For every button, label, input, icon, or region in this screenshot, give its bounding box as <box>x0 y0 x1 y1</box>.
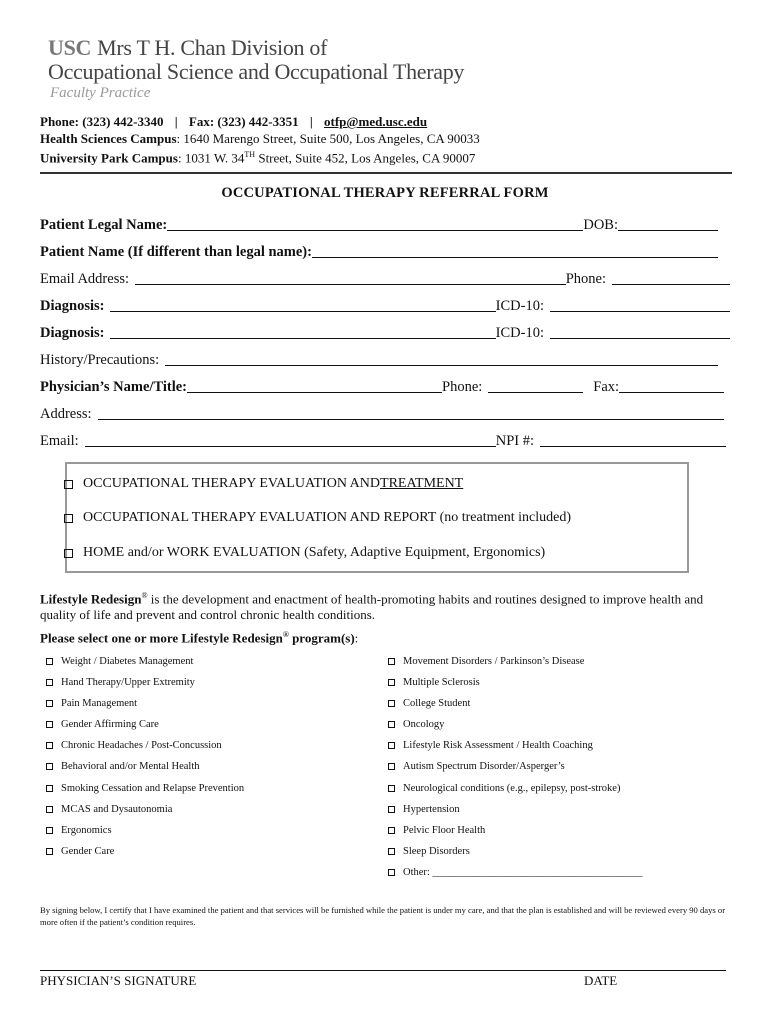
evaluation-option-1[interactable] <box>64 476 463 492</box>
program-label: Hand Therapy/Upper Extremity <box>61 676 195 688</box>
evaluation-label: OCCUPATIONAL THERAPY EVALUATION AND <box>83 476 381 491</box>
row-physician <box>40 376 730 396</box>
icd10-label: ICD-10: <box>495 298 544 314</box>
hsc-address-line <box>40 130 480 147</box>
lifestyle-redesign-term: Lifestyle Redesign <box>40 591 142 607</box>
checkbox[interactable] <box>388 827 395 834</box>
row-history <box>40 349 730 369</box>
checkbox[interactable] <box>64 514 73 523</box>
diagnosis-field[interactable] <box>110 323 495 339</box>
program-label: Sleep Disorders <box>403 846 470 858</box>
upc-address-part: Street, Suite 452, Los Angeles, CA 90007 <box>255 150 476 166</box>
program-option[interactable] <box>388 739 642 753</box>
evaluation-label: OCCUPATIONAL THERAPY EVALUATION AND REPORT (no treatment included) <box>83 510 571 525</box>
checkbox[interactable] <box>388 806 395 813</box>
phone-text: Phone: (323) 442-3340 <box>40 114 164 129</box>
checkbox[interactable] <box>46 658 53 665</box>
select-heading-colon: : <box>354 630 359 646</box>
icd10-label: ICD-10: <box>495 325 544 341</box>
program-label: Oncology <box>403 719 445 731</box>
checkbox[interactable] <box>64 480 73 489</box>
program-option[interactable] <box>46 654 244 668</box>
program-option[interactable] <box>388 866 642 880</box>
certification-text: By signing below, I certify that I have examined the patient and that services will be furnished while the patient is under my care, and that the plan is established and will be reviewed every 90 days or more often if the patient’s condition requires. <box>40 905 726 927</box>
checkbox[interactable] <box>46 848 53 855</box>
program-label: Pain Management <box>61 697 138 709</box>
diagnosis-field[interactable] <box>110 296 495 312</box>
logo-usc: USC <box>48 35 92 60</box>
signature-line[interactable] <box>40 970 356 971</box>
row-diagnosis-1 <box>40 295 730 315</box>
lifestyle-description <box>40 588 730 623</box>
checkbox[interactable] <box>46 700 53 707</box>
program-option[interactable] <box>388 781 642 795</box>
checkbox[interactable] <box>46 679 53 686</box>
npi-label: NPI #: <box>495 433 534 449</box>
program-label: College Student <box>403 697 471 709</box>
checkbox[interactable] <box>46 742 53 749</box>
form-title: OCCUPATIONAL THERAPY REFERRAL FORM <box>221 185 549 201</box>
history-label: History/Precautions: <box>40 352 160 368</box>
registered-mark: ® <box>282 630 289 639</box>
separator: | <box>174 114 178 129</box>
program-label: Ergonomics <box>61 825 112 836</box>
program-option[interactable] <box>388 718 642 732</box>
logo-line-1 <box>48 36 327 60</box>
program-label: Weight / Diabetes Management <box>61 655 194 667</box>
patient-phone-field[interactable] <box>612 269 730 285</box>
evaluation-option-3[interactable] <box>64 545 545 561</box>
program-label: Autism Spectrum Disorder/Asperger’s <box>403 761 565 773</box>
physician-email-field[interactable] <box>85 431 496 447</box>
lifestyle-text: is the development and enactment of health-promoting habits and routines designed to improve health and quality of life and prevent and control chronic health conditions. <box>40 591 704 623</box>
program-option[interactable] <box>46 802 244 816</box>
patient-name-alt-label: Patient Name (If different than legal name): <box>40 244 312 260</box>
address-field[interactable] <box>98 404 724 420</box>
row-diagnosis-2 <box>40 322 730 342</box>
row-patient-name-alt <box>40 241 730 261</box>
program-label: Gender Care <box>61 846 115 858</box>
program-option[interactable] <box>388 802 642 816</box>
separator: | <box>309 114 313 129</box>
physician-signature-label: PHYSICIAN’S SIGNATURE <box>40 973 197 988</box>
program-label: Smoking Cessation and Relapse Prevention <box>61 782 245 794</box>
program-label: Hypertension <box>403 803 460 815</box>
header-divider <box>40 172 732 174</box>
program-option[interactable] <box>46 696 244 710</box>
program-option[interactable] <box>46 760 244 774</box>
programs-right-column <box>388 654 642 887</box>
upc-address-line <box>40 146 475 166</box>
program-label: Pelvic Floor Health <box>403 825 486 836</box>
checkbox[interactable] <box>388 763 395 770</box>
program-label: MCAS and Dysautonomia <box>61 803 173 815</box>
upc-address-sup: TH <box>244 150 256 159</box>
patient-legal-name-label: Patient Legal Name: <box>40 217 168 233</box>
logo-line-2: Occupational Science and Occupational Therapy <box>48 59 465 84</box>
program-option[interactable] <box>46 675 244 689</box>
physician-email-label: Email: <box>40 433 79 449</box>
program-label: Gender Affirming Care <box>61 719 159 731</box>
diagnosis-label: Diagnosis: <box>40 298 105 314</box>
history-field[interactable] <box>165 350 718 366</box>
upc-label: University Park Campus <box>40 150 178 166</box>
address-label: Address: <box>40 406 92 422</box>
row-patient-legal-name <box>40 214 730 234</box>
program-option[interactable] <box>388 696 642 710</box>
program-select-heading <box>40 630 358 646</box>
contact-line <box>40 113 427 130</box>
email-address-label: Email Address: <box>40 271 130 287</box>
evaluation-label-underlined: TREATMENT <box>380 476 464 491</box>
program-label: Movement Disorders / Parkinson’s Disease <box>403 655 585 667</box>
program-option[interactable] <box>388 654 642 668</box>
program-option[interactable] <box>388 760 642 774</box>
date-label: DATE <box>584 973 618 988</box>
physician-fax-field[interactable] <box>619 377 724 393</box>
dob-field[interactable] <box>618 215 718 231</box>
patient-phone-label: Phone: <box>565 271 606 287</box>
upc-address-part: : 1031 W. 34 <box>177 150 245 166</box>
registered-mark: ® <box>141 591 148 600</box>
email-link[interactable]: otfp@med.usc.edu <box>324 114 428 129</box>
row-address <box>40 403 730 423</box>
program-option[interactable] <box>46 845 244 859</box>
checkbox[interactable] <box>46 806 53 813</box>
checkbox[interactable] <box>388 721 395 728</box>
email-address-field[interactable] <box>135 269 566 285</box>
row-physician-email <box>40 430 730 450</box>
physician-name-field[interactable] <box>187 377 442 393</box>
program-option[interactable] <box>46 739 244 753</box>
physician-fax-label: Fax: <box>593 379 620 395</box>
hsc-label: Health Sciences Campus <box>40 131 177 146</box>
icd10-field[interactable] <box>550 323 730 339</box>
checkbox[interactable] <box>64 549 73 558</box>
logo-division-name: Mrs T H. Chan Division of <box>97 35 328 60</box>
date-line[interactable] <box>356 970 726 971</box>
program-option[interactable] <box>388 845 642 859</box>
physician-name-label: Physician’s Name/Title: <box>40 379 188 395</box>
program-label: Multiple Sclerosis <box>403 676 480 688</box>
program-label: Lifestyle Risk Assessment / Health Coaching <box>403 740 593 752</box>
checkbox[interactable] <box>46 763 53 770</box>
checkbox[interactable] <box>388 679 395 686</box>
program-option[interactable] <box>46 824 244 838</box>
program-option[interactable] <box>46 781 244 795</box>
checkbox[interactable] <box>388 742 395 749</box>
patient-legal-name-field[interactable] <box>167 215 583 231</box>
logo-line-3: Faculty Practice <box>50 85 151 101</box>
checkbox[interactable] <box>46 721 53 728</box>
physician-phone-label: Phone: <box>442 379 483 395</box>
programs-left-column <box>46 654 244 866</box>
evaluation-label: HOME and/or WORK EVALUATION (Safety, Adaptive Equipment, Ergonomics) <box>83 545 546 560</box>
checkbox[interactable] <box>46 827 53 834</box>
diagnosis-label: Diagnosis: <box>40 325 105 341</box>
program-label: Behavioral and/or Mental Health <box>61 761 200 773</box>
program-option[interactable] <box>388 824 642 838</box>
program-option[interactable] <box>46 718 244 732</box>
select-heading-text: Please select one or more Lifestyle Redesign <box>40 630 283 646</box>
program-label: Other: ________________________________________ <box>403 867 643 879</box>
evaluation-option-2[interactable] <box>64 510 571 526</box>
patient-name-alt-field[interactable] <box>312 242 718 258</box>
checkbox[interactable] <box>388 785 395 792</box>
checkbox[interactable] <box>388 848 395 855</box>
npi-field[interactable] <box>540 431 726 447</box>
physician-phone-field[interactable] <box>488 377 583 393</box>
checkbox[interactable] <box>388 700 395 707</box>
select-heading-text: program(s) <box>288 630 355 646</box>
fax-text: Fax: (323) 442-3351 <box>188 114 299 129</box>
dob-label: DOB: <box>583 217 618 233</box>
row-email-address <box>40 268 730 288</box>
program-label: Neurological conditions (e.g., epilepsy, post-stroke) <box>403 782 621 794</box>
hsc-address: : 1640 Marengo Street, Suite 500, Los Angeles, CA 90033 <box>176 131 480 146</box>
checkbox[interactable] <box>46 785 53 792</box>
checkbox[interactable] <box>388 658 395 665</box>
icd10-field[interactable] <box>550 296 730 312</box>
program-label: Chronic Headaches / Post-Concussion <box>61 740 222 752</box>
checkbox[interactable] <box>388 869 395 876</box>
program-option[interactable] <box>388 675 642 689</box>
